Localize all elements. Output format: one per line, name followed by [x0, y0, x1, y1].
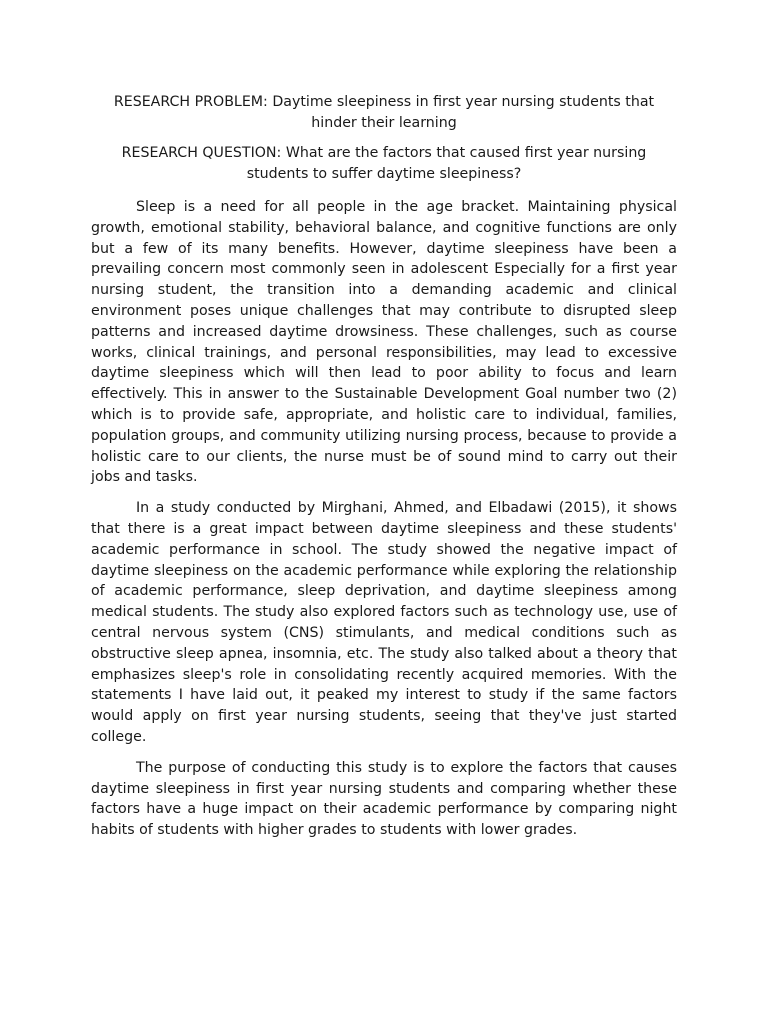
document-page [91, 92, 677, 851]
research-question-heading: RESEARCH QUESTION: What are the factors that caused first year nursing students to suffer daytime sleepiness? [121, 145, 647, 182]
paragraph-related-study: In a study conducted by Mirghani, Ahmed, and Elbadawi (2015), it shows that there is a great impact between daytime sleepiness and these students' academic performance in school. The study showed the negative impact of daytime sleepiness on the academic performance while exploring the relationship of academic performance, sleep deprivation, and daytime sleepiness among medical students. The study also explored factors such as technology use, use of central nervous system (CNS) stimulants, and medical conditions such as obstructive sleep apnea, insomnia, etc. The study also talked about a theory that emphasizes sleep's role in consolidating recently acquired memories. With the statements I have laid out, it peaked my interest to study if the same factors would apply on first year nursing students, seeing that they've just started college. [91, 500, 677, 745]
paragraph-purpose: The purpose of conducting this study is to explore the factors that causes daytime sleepiness in first year nursing students and comparing whether these factors have a huge impact on their academic performance by comparing night habits of students with higher grades to students with lower grades. [91, 759, 677, 839]
research-problem-heading: RESEARCH PROBLEM: Daytime sleepiness in first year nursing students that hinder their learning [113, 94, 655, 131]
paragraph-introduction: Sleep is a need for all people in the age bracket. Maintaining physical growth, emotional stability, behavioral balance, and cognitive functions are only but a few of its many benefits. However, daytime sleepiness have been a prevailing concern most commonly seen in adolescent Especially for a first year nursing student, the transition into a demanding academic and clinical environment poses unique challenges that may contribute to disrupted sleep patterns and increased daytime drowsiness. These challenges, such as course works, clinical trainings, and personal responsibilities, may lead to excessive daytime sleepiness which will then lead to poor ability to focus and learn effectively. This in answer to the Sustainable Development Goal number two (2) which is to provide safe, appropriate, and holistic care to individual, families, population groups, and community utilizing nursing process, because to provide a holistic care to our clients, the nurse must be of sound mind to carry out their jobs and tasks. [91, 199, 677, 486]
